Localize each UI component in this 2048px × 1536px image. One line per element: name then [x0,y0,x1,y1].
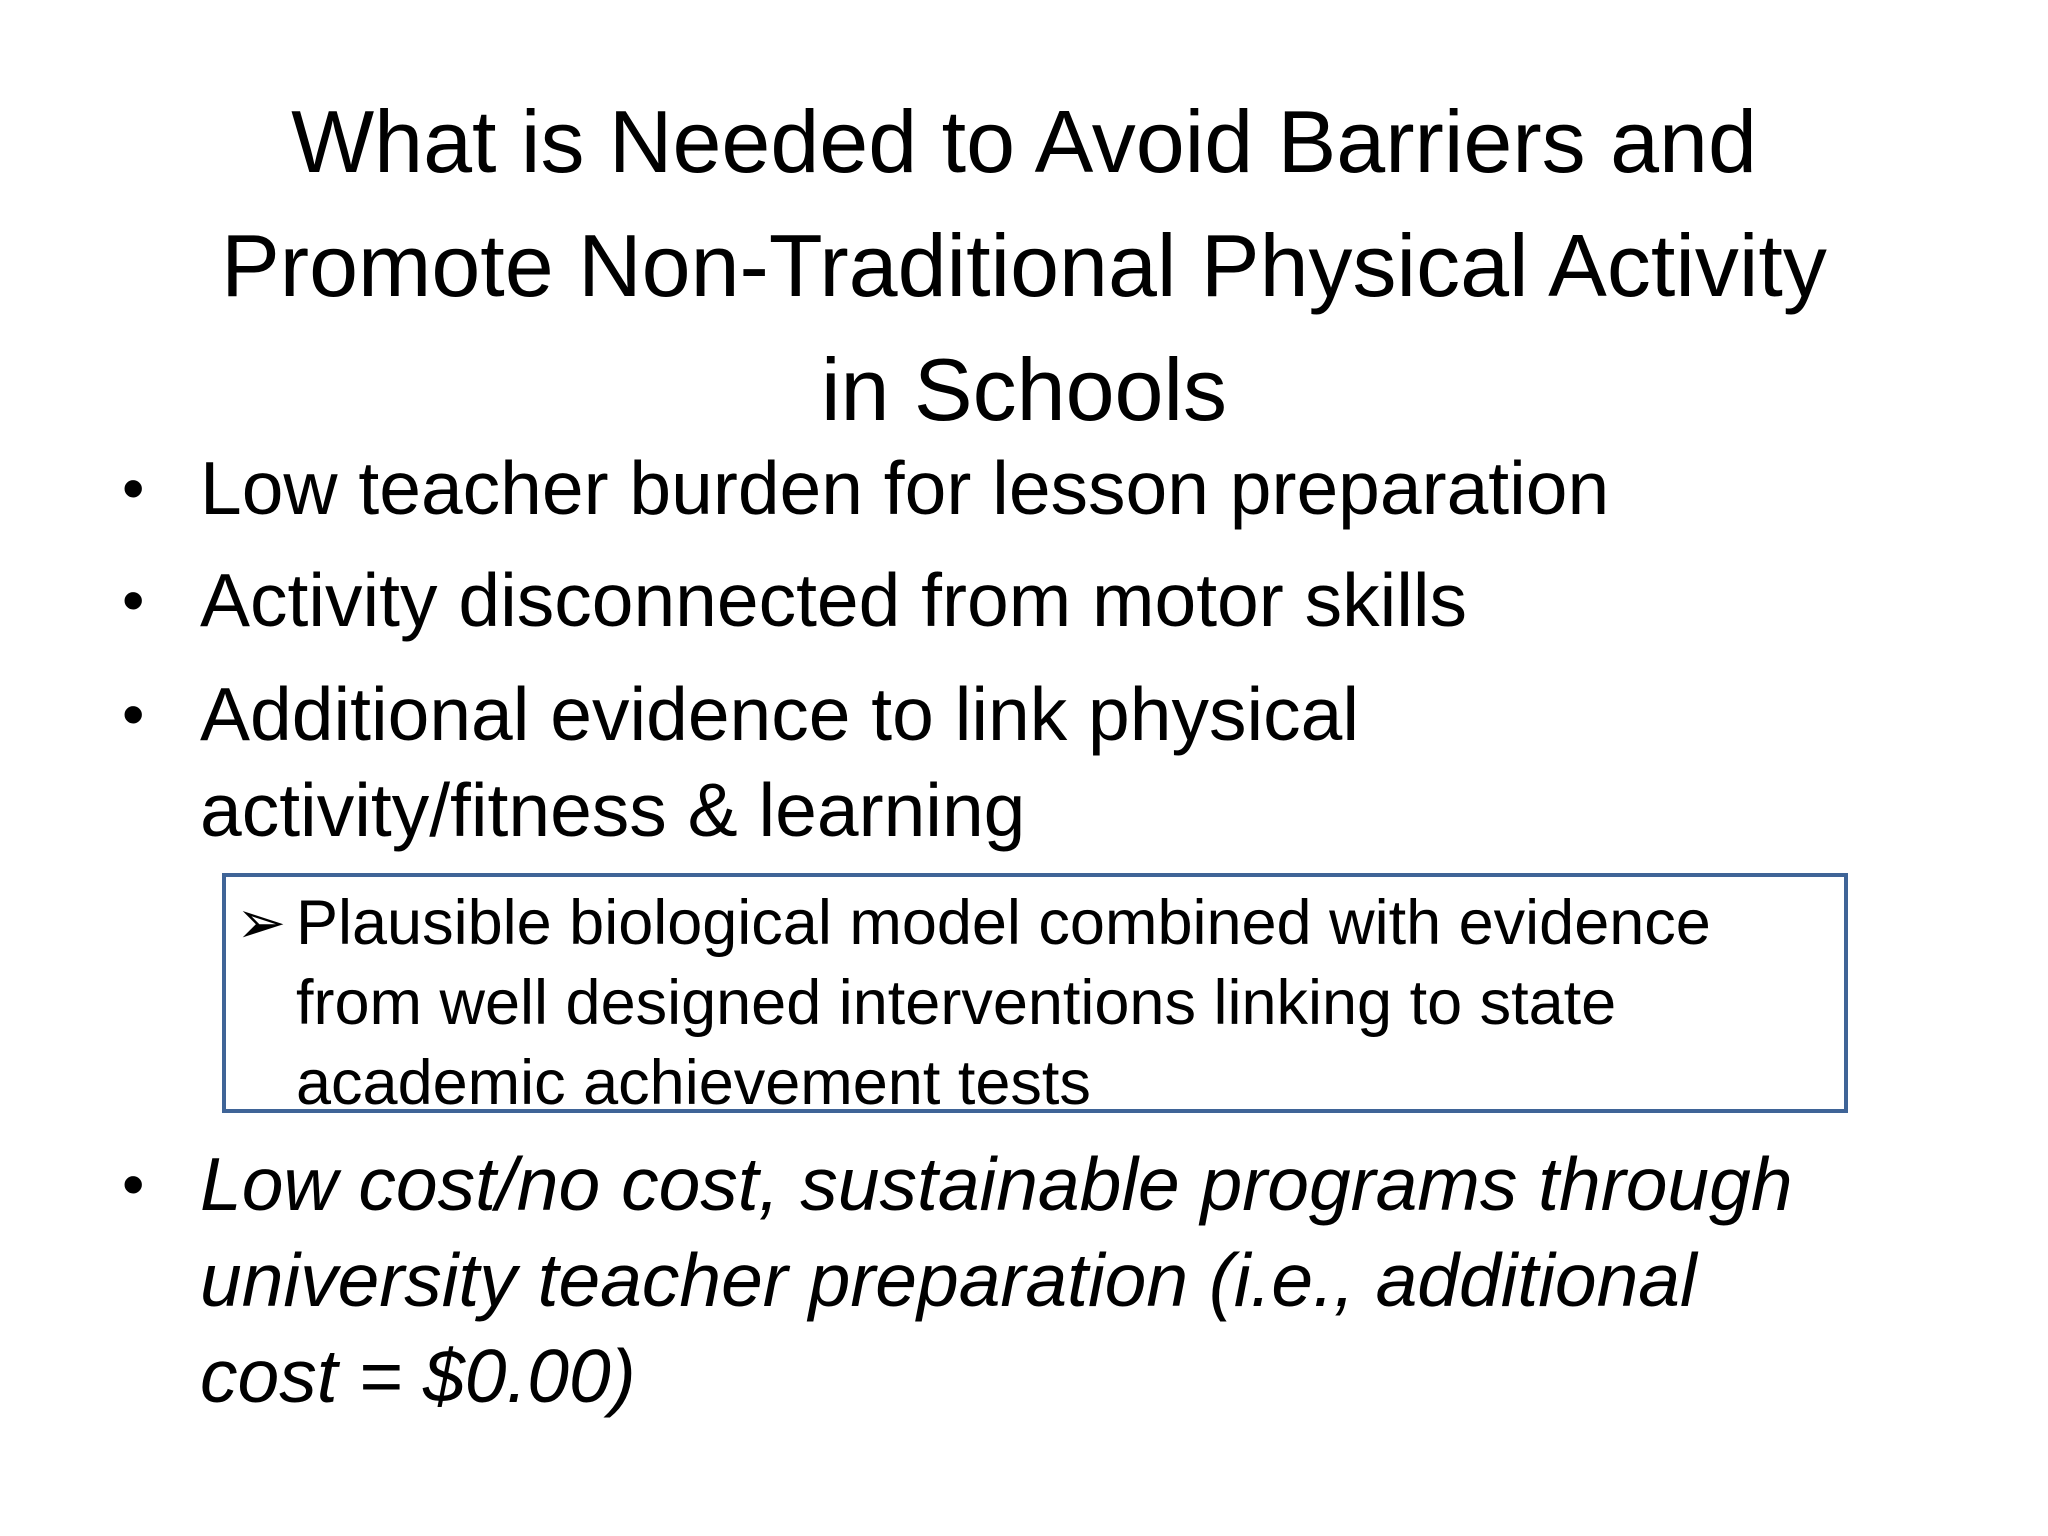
bullet-text [200,552,1920,648]
bullet-line: university teacher preparation (i.e., additional [200,1238,1697,1322]
sub-bullet-text [296,883,1836,1123]
title-line: in Schools [820,340,1227,439]
slide-title [120,80,1928,452]
bullet-item [122,552,1920,648]
bullet-line: Activity disconnected from motor skills [200,558,1468,642]
bullet-icon: • [122,452,145,524]
sub-bullet-callout-box [222,873,1848,1118]
bullet-icon: • [122,678,145,750]
title-line: What is Needed to Avoid Barriers and [291,92,1757,191]
bullet-text [200,440,1920,536]
bullet-text [200,666,1920,858]
bullet-line: Additional evidence to link physical [200,672,1360,756]
bullet-item [122,440,1920,536]
bullet-line: Low teacher burden for lesson preparation [200,446,1610,530]
bullet-item [122,1136,1920,1424]
bullet-line: Low cost/no cost, sustainable programs through [200,1142,1793,1226]
sub-bullet-line: Plausible biological model combined with evidence [296,888,1711,958]
title-line: Promote Non-Traditional Physical Activity [221,216,1827,315]
bullet-icon: • [122,1148,145,1220]
bullet-icon: • [122,564,145,636]
sub-bullet-line: academic achievement tests [296,1048,1091,1118]
bullet-line: activity/fitness & learning [200,768,1026,852]
bullet-line: cost = $0.00) [200,1334,636,1418]
sub-bullet-line: from well designed interventions linking to state [296,968,1617,1038]
bullet-text [200,1136,1920,1424]
arrow-bullet-icon: ➢ [236,889,287,956]
bullet-item [122,666,1920,858]
